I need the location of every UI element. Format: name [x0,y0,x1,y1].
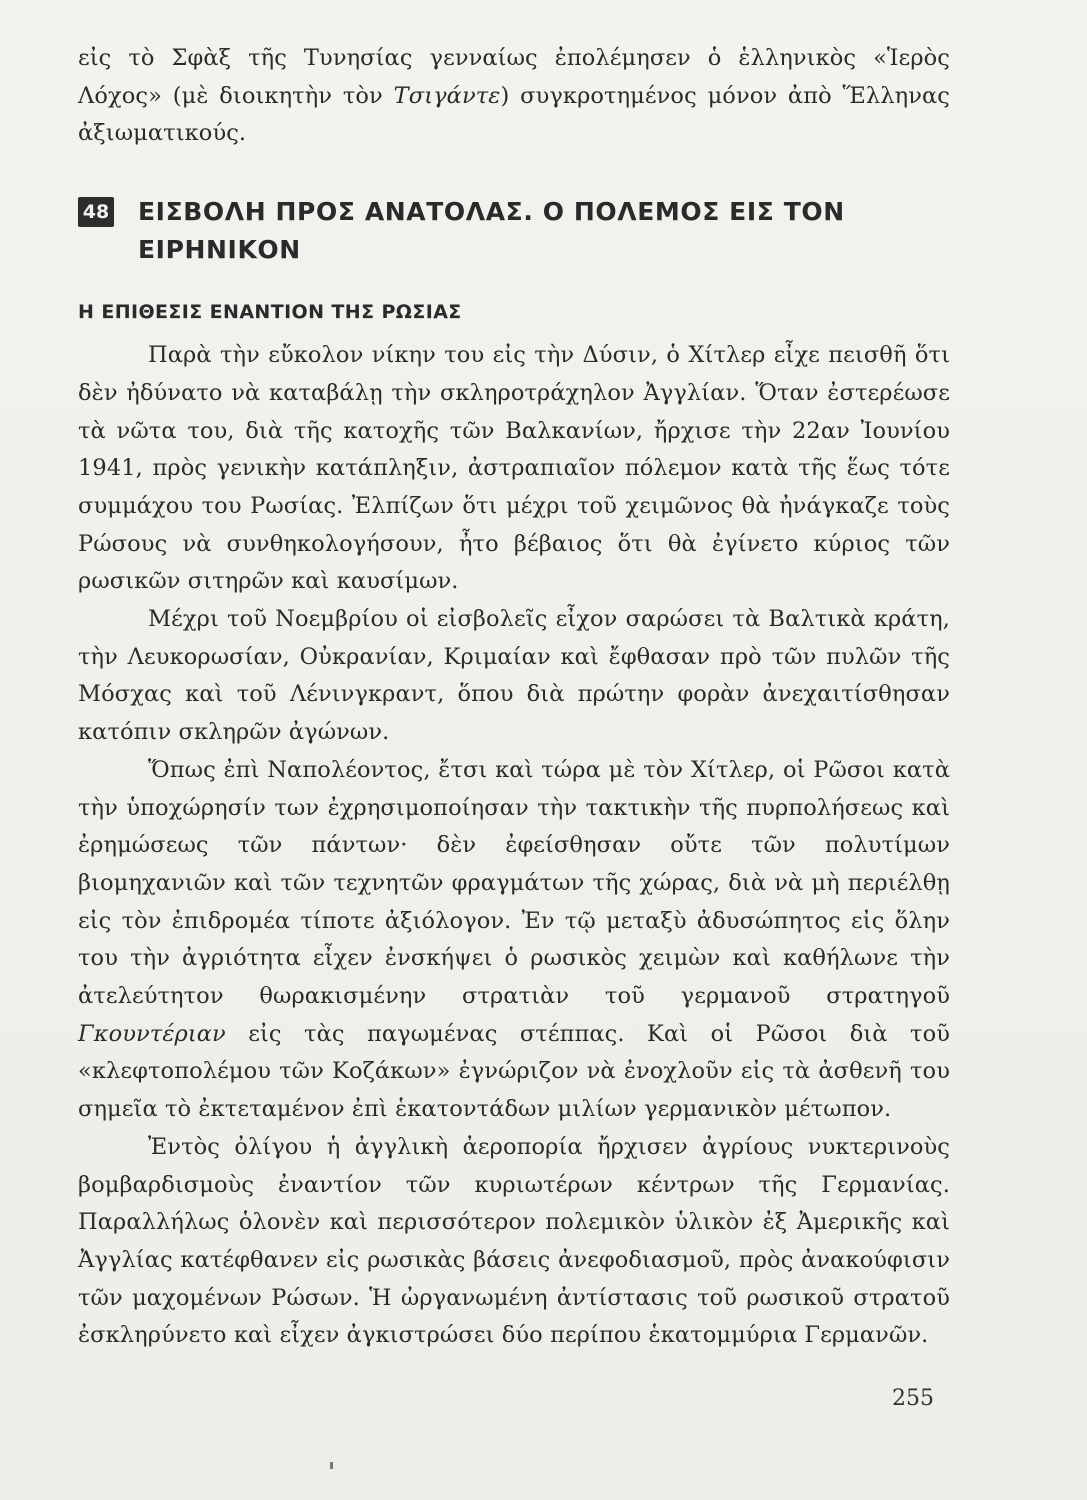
paragraph-3 [78,752,950,1129]
section-heading [78,193,950,269]
page-content [78,40,950,1355]
print-mark [330,1462,333,1469]
section-number-badge: 48 [78,197,114,227]
paragraph-3-text-a: Ὅπως ἐπὶ Ναπολέοντος, ἔτσι καὶ τώρα μὲ τὸν Χίτλερ, οἱ Ρῶσοι κατὰ τὴν ὑποχώρησίν των ἐχρησιμοποίησαν τὴν τακτικὴν τῆς πυρπολήσεως καὶ ἐρημώσεως τῶν πάντων· δὲν ἐφείσθησαν οὔτε τῶν πολυτίμων βιομηχανιῶν καὶ τῶν τεχνητῶν φραγμάτων τῆς χώρας, διὰ νὰ μὴ περιέλθῃ εἰς τὸν ἐπιδρομέα τίποτε ἀξιόλογον. Ἐν τῷ μεταξὺ ἀδυσώπητος εἰς ὅλην του τὴν ἀγριότητα εἶχεν ἐνσκήψει ὁ ρωσικὸς χειμὼν καὶ καθήλωνε τὴν ἀτελεύτητον θωρακισμένην στρατιὰν τοῦ γερμανοῦ στρατηγοῦ [78,756,950,1010]
section-title-line2: ΕΙΡΗΝΙΚΟΝ [138,235,301,265]
paragraph-3-text-b: εἰς τὰς παγωμένας στέππας. Καὶ οἱ Ρῶσοι διὰ τοῦ «κλεφτοπολέμου τῶν Κοζάκων» ἐγνώριζον νὰ ἐνοχλοῦν εἰς τὰ ἀσθενῆ του σημεῖα τὸ ἐκτεταμένον ἐπὶ ἑκατοντάδων μιλίων γερμανικὸν μέτωπον. [78,1020,950,1123]
subsection-heading: Η ΕΠΙΘΕΣΙΣ ΕΝΑΝΤΙΟΝ ΤΗΣ ΡΩΣΙΑΣ [78,301,462,324]
page-number: 255 [892,1386,934,1411]
paragraph-1: Παρὰ τὴν εὔκολον νίκην του εἰς τὴν Δύσιν, ὁ Χίτλερ εἶχε πεισθῆ ὅτι δὲν ἠδύνατο νὰ καταβάλῃ τὴν σκληροτράχηλον Ἀγγλίαν. Ὅταν ἐστερέωσε τὰ νῶτα του, διὰ τῆς κατοχῆς τῶν Βαλκανίων, ἤρχισε τὴν 22αν Ἰουνίου 1941, πρὸς γενικὴν κατάπληξιν, ἀστραπιαῖον πόλεμον κατὰ τῆς ἕως τότε συμμάχου του Ρωσίας. Ἐλπίζων ὅτι μέχρι τοῦ χειμῶνος θὰ ἠνάγκαζε τοὺς Ρώσους νὰ συνθηκολογήσουν, ἦτο βέβαιος ὅτι θὰ ἐγίνετο κύριος τῶν ρωσικῶν σιτηρῶν καὶ καυσίμων. [78,342,950,595]
paragraph-top-name: Τσιγάντε [393,82,501,109]
paragraph-top-text-b: ) συγκροτημένος μόνον ἀπὸ Ἕλληνας ἀξιωματικούς. [78,82,950,147]
paragraph-4: Ἐντὸς ὀλίγου ἡ ἀγγλικὴ ἀεροπορία ἤρχισεν ἀγρίους νυκτερινοὺς βομβαρδισμοὺς ἐναντίον τῶν κυριωτέρων κέντρων τῆς Γερμανίας. Παραλλήλως ὁλονὲν καὶ περισσότερον πολεμικὸν ὑλικὸν ἐξ Ἀμερικῆς καὶ Ἀγγλίας κατέφθανεν εἰς ρωσικὰς βάσεις ἀνεφοδιασμοῦ, πρὸς ἀνακούφισιν τῶν μαχομένων Ρώσων. Ἡ ὠργανωμένη ἀντίστασις τοῦ ρωσικοῦ στρατοῦ ἐσκληρύνετο καὶ εἶχεν ἀγκιστρώσει δύο περίπου ἑκατομμύρια Γερμανῶν. [78,1133,950,1349]
paragraph-3-name: Γκουντέριαν [78,1020,226,1047]
paragraph-top [78,40,950,153]
paragraph-2: Μέχρι τοῦ Νοεμβρίου οἱ εἰσβολεῖς εἶχον σαρώσει τὰ Βαλτικὰ κράτη, τὴν Λευκορωσίαν, Οὐκρανίαν, Κριμαίαν καὶ ἔφθασαν πρὸ τῶν πυλῶν τῆς Μόσχας καὶ τοῦ Λένινγκραντ, ὅπου διὰ πρώτην φορὰν ἀνεχαιτίσθησαν κατόπιν σκληρῶν ἀγώνων. [78,606,950,746]
section-title-line1: ΕΙΣΒΟΛΗ ΠΡΟΣ ΑΝΑΤΟΛΑΣ. Ο ΠΟΛΕΜΟΣ ΕΙΣ ΤΟΝ [138,197,845,227]
paragraph-top-text-a: εἰς τὸ Σφὰξ τῆς Τυνησίας γενναίως ἐπολέμησεν ὁ ἑλληνικὸς «Ἱερὸς Λόχος» (μὲ διοικητὴν τὸν [78,45,950,109]
